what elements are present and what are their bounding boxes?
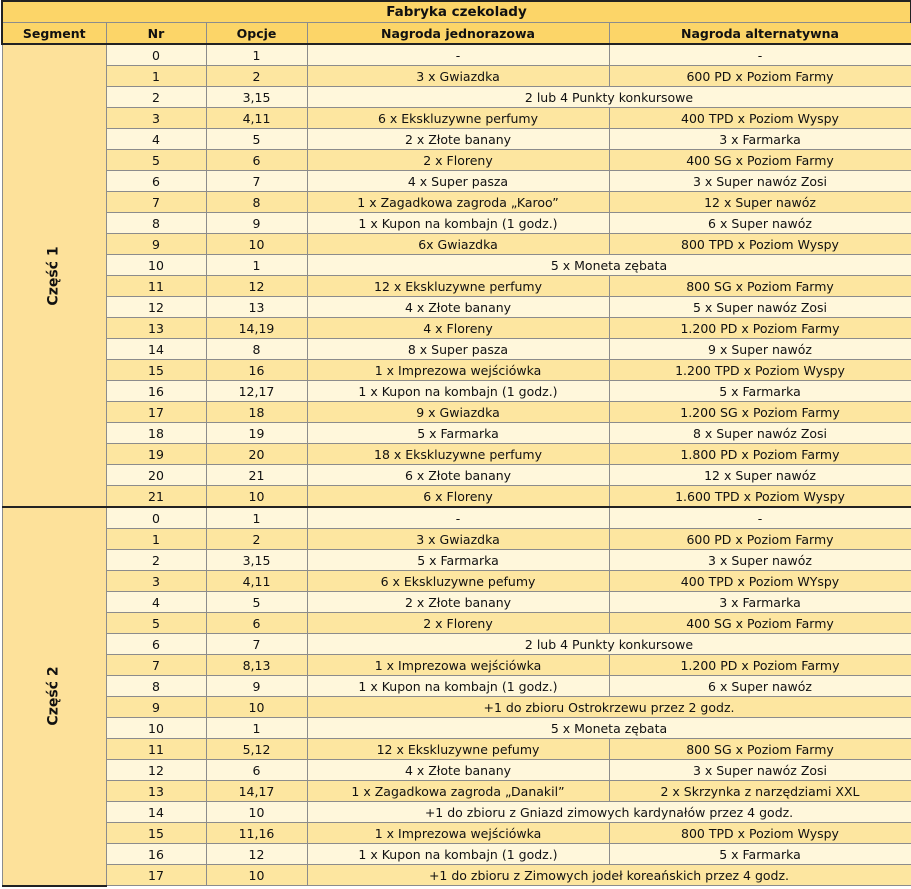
table-row [2, 613, 911, 634]
cell-nagroda-alternatywna: 6 x Super nawóz [609, 213, 911, 234]
segment-cell [2, 507, 106, 886]
cell-nagroda-jednorazowa: 4 x Złote banany [307, 297, 609, 318]
table-row [2, 823, 911, 844]
table-row [2, 297, 911, 318]
cell-nr: 2 [106, 550, 206, 571]
cell-opcje: 1 [206, 507, 307, 529]
cell-opcje: 3,15 [206, 87, 307, 108]
cell-opcje: 5 [206, 592, 307, 613]
cell-nr: 21 [106, 486, 206, 508]
cell-opcje: 6 [206, 760, 307, 781]
table-row [2, 844, 911, 865]
cell-nagroda-jednorazowa: 8 x Super pasza [307, 339, 609, 360]
cell-nr: 17 [106, 865, 206, 886]
cell-nr: 5 [106, 150, 206, 171]
cell-nagroda-alternatywna: 800 SG x Poziom Farmy [609, 739, 911, 760]
cell-nagroda-alternatywna: 800 TPD x Poziom Wyspy [609, 234, 911, 255]
table-row [2, 718, 911, 739]
cell-nagroda-jednorazowa: 12 x Ekskluzywne perfumy [307, 276, 609, 297]
table-row [2, 87, 911, 108]
table-row [2, 402, 911, 423]
cell-nr: 3 [106, 571, 206, 592]
cell-nr: 13 [106, 318, 206, 339]
cell-nagroda-jednorazowa: 1 x Imprezowa wejściówka [307, 360, 609, 381]
cell-opcje: 6 [206, 150, 307, 171]
cell-nagroda-alternatywna: - [609, 44, 911, 66]
cell-nagroda-alternatywna: 800 SG x Poziom Farmy [609, 276, 911, 297]
cell-nagroda-jednorazowa: 2 x Floreny [307, 613, 609, 634]
table-row [2, 360, 911, 381]
cell-opcje: 20 [206, 444, 307, 465]
cell-opcje: 10 [206, 697, 307, 718]
cell-nagroda-jednorazowa: 6 x Floreny [307, 486, 609, 508]
table-row [2, 255, 911, 276]
cell-opcje: 10 [206, 486, 307, 508]
cell-nagroda-alternatywna: 5 x Farmarka [609, 381, 911, 402]
table-row [2, 592, 911, 613]
cell-nagroda-alternatywna: 6 x Super nawóz [609, 676, 911, 697]
cell-nr: 17 [106, 402, 206, 423]
cell-nagroda-alternatywna: 3 x Super nawóz Zosi [609, 171, 911, 192]
cell-nagroda-jednorazowa: 1 x Imprezowa wejściówka [307, 655, 609, 676]
cell-nagroda-jednorazowa: 1 x Imprezowa wejściówka [307, 823, 609, 844]
cell-nr: 6 [106, 171, 206, 192]
cell-opcje: 5,12 [206, 739, 307, 760]
cell-nr: 7 [106, 192, 206, 213]
table-row [2, 676, 911, 697]
cell-nagroda-alternatywna: 400 TPD x Poziom WYspy [609, 571, 911, 592]
cell-nr: 12 [106, 760, 206, 781]
cell-opcje: 3,15 [206, 550, 307, 571]
cell-nr: 14 [106, 802, 206, 823]
cell-nr: 2 [106, 87, 206, 108]
cell-opcje: 14,17 [206, 781, 307, 802]
cell-nr: 12 [106, 297, 206, 318]
cell-opcje: 2 [206, 66, 307, 87]
cell-nagroda-jednorazowa: 4 x Złote banany [307, 760, 609, 781]
table-row [2, 655, 911, 676]
cell-opcje: 9 [206, 213, 307, 234]
cell-opcje: 8 [206, 339, 307, 360]
cell-nr: 15 [106, 823, 206, 844]
cell-merged-reward: 5 x Moneta zębata [307, 255, 911, 276]
cell-nr: 0 [106, 507, 206, 529]
table-title: Fabryka czekolady [2, 1, 911, 23]
cell-nr: 9 [106, 697, 206, 718]
header-nr: Nr [106, 23, 206, 45]
cell-nagroda-jednorazowa: 5 x Farmarka [307, 550, 609, 571]
rewards-table [1, 0, 911, 887]
table-row [2, 697, 911, 718]
cell-opcje: 10 [206, 865, 307, 886]
cell-nagroda-alternatywna: 1.200 PD x Poziom Farmy [609, 318, 911, 339]
cell-nagroda-jednorazowa: 6 x Złote banany [307, 465, 609, 486]
cell-opcje: 1 [206, 718, 307, 739]
cell-nr: 7 [106, 655, 206, 676]
table-row [2, 213, 911, 234]
cell-nagroda-alternatywna: 400 TPD x Poziom Wyspy [609, 108, 911, 129]
header-nagroda-alternatywna: Nagroda alternatywna [609, 23, 911, 45]
table-row [2, 802, 911, 823]
cell-opcje: 7 [206, 634, 307, 655]
cell-nagroda-jednorazowa: 1 x Kupon na kombajn (1 godz.) [307, 381, 609, 402]
cell-nagroda-jednorazowa: 9 x Gwiazdka [307, 402, 609, 423]
table-row [2, 381, 911, 402]
table-row [2, 739, 911, 760]
cell-nagroda-jednorazowa: 3 x Gwiazdka [307, 529, 609, 550]
cell-nagroda-jednorazowa: 2 x Złote banany [307, 129, 609, 150]
cell-merged-reward: 5 x Moneta zębata [307, 718, 911, 739]
cell-opcje: 12,17 [206, 381, 307, 402]
cell-merged-reward: +1 do zbioru z Zimowych jodeł koreańskich przez 4 godz. [307, 865, 911, 886]
cell-opcje: 13 [206, 297, 307, 318]
table-row [2, 108, 911, 129]
cell-nagroda-alternatywna: 400 SG x Poziom Farmy [609, 613, 911, 634]
cell-nr: 11 [106, 276, 206, 297]
cell-nagroda-jednorazowa: 2 x Złote banany [307, 592, 609, 613]
table-row [2, 318, 911, 339]
cell-nr: 15 [106, 360, 206, 381]
table-row [2, 571, 911, 592]
cell-nr: 16 [106, 381, 206, 402]
cell-nr: 19 [106, 444, 206, 465]
cell-nr: 10 [106, 718, 206, 739]
cell-nagroda-jednorazowa: 2 x Floreny [307, 150, 609, 171]
table-row [2, 129, 911, 150]
table-row [2, 66, 911, 87]
cell-nagroda-jednorazowa: 1 x Zagadkowa zagroda „Danakil” [307, 781, 609, 802]
cell-opcje: 9 [206, 676, 307, 697]
cell-nagroda-alternatywna: 400 SG x Poziom Farmy [609, 150, 911, 171]
cell-opcje: 21 [206, 465, 307, 486]
table-row [2, 529, 911, 550]
cell-opcje: 4,11 [206, 571, 307, 592]
cell-opcje: 5 [206, 129, 307, 150]
cell-opcje: 12 [206, 844, 307, 865]
cell-nr: 5 [106, 613, 206, 634]
cell-opcje: 6 [206, 613, 307, 634]
cell-nagroda-alternatywna: 1.200 TPD x Poziom Wyspy [609, 360, 911, 381]
cell-nr: 4 [106, 129, 206, 150]
cell-nagroda-jednorazowa: - [307, 44, 609, 66]
segment-label: Część 1 [45, 245, 62, 306]
cell-nr: 3 [106, 108, 206, 129]
header-segment: Segment [2, 23, 106, 45]
cell-nagroda-alternatywna: 12 x Super nawóz [609, 465, 911, 486]
cell-nr: 14 [106, 339, 206, 360]
table-row [2, 781, 911, 802]
cell-nagroda-jednorazowa: 4 x Floreny [307, 318, 609, 339]
cell-opcje: 8,13 [206, 655, 307, 676]
table-body [2, 44, 911, 886]
table-row [2, 550, 911, 571]
cell-nagroda-alternatywna: 5 x Farmarka [609, 844, 911, 865]
cell-opcje: 10 [206, 234, 307, 255]
cell-nagroda-alternatywna: 12 x Super nawóz [609, 192, 911, 213]
cell-nr: 20 [106, 465, 206, 486]
cell-nagroda-alternatywna: 800 TPD x Poziom Wyspy [609, 823, 911, 844]
cell-merged-reward: 2 lub 4 Punkty konkursowe [307, 634, 911, 655]
cell-nagroda-jednorazowa: 1 x Kupon na kombajn (1 godz.) [307, 213, 609, 234]
table-row [2, 486, 911, 508]
cell-opcje: 1 [206, 44, 307, 66]
cell-nagroda-alternatywna: 2 x Skrzynka z narzędziami XXL [609, 781, 911, 802]
table-row [2, 865, 911, 886]
cell-nr: 6 [106, 634, 206, 655]
segment-label: Część 2 [45, 666, 62, 726]
cell-nagroda-alternatywna: 5 x Super nawóz Zosi [609, 297, 911, 318]
cell-nagroda-alternatywna: 3 x Super nawóz [609, 550, 911, 571]
table-row [2, 192, 911, 213]
table-row [2, 465, 911, 486]
cell-opcje: 19 [206, 423, 307, 444]
header-nagroda-jednorazowa: Nagroda jednorazowa [307, 23, 609, 45]
cell-nagroda-jednorazowa: 6 x Ekskluzywne perfumy [307, 108, 609, 129]
table-row [2, 234, 911, 255]
cell-nr: 13 [106, 781, 206, 802]
table-row [2, 44, 911, 66]
cell-nr: 1 [106, 529, 206, 550]
cell-nagroda-alternatywna: 1.200 PD x Poziom Farmy [609, 655, 911, 676]
table-row [2, 276, 911, 297]
cell-nagroda-jednorazowa: 6x Gwiazdka [307, 234, 609, 255]
cell-opcje: 18 [206, 402, 307, 423]
table-row [2, 760, 911, 781]
cell-opcje: 8 [206, 192, 307, 213]
table-row [2, 339, 911, 360]
cell-opcje: 4,11 [206, 108, 307, 129]
cell-nr: 0 [106, 44, 206, 66]
cell-nagroda-jednorazowa: - [307, 507, 609, 529]
cell-nr: 16 [106, 844, 206, 865]
cell-opcje: 7 [206, 171, 307, 192]
cell-nagroda-jednorazowa: 3 x Gwiazdka [307, 66, 609, 87]
cell-nagroda-jednorazowa: 12 x Ekskluzywne pefumy [307, 739, 609, 760]
cell-nagroda-jednorazowa: 4 x Super pasza [307, 171, 609, 192]
cell-nagroda-alternatywna: 600 PD x Poziom Farmy [609, 529, 911, 550]
cell-nr: 18 [106, 423, 206, 444]
table-row [2, 507, 911, 529]
cell-opcje: 16 [206, 360, 307, 381]
cell-nr: 9 [106, 234, 206, 255]
header-opcje: Opcje [206, 23, 307, 45]
cell-nagroda-jednorazowa: 1 x Zagadkowa zagroda „Karoo” [307, 192, 609, 213]
table-row [2, 150, 911, 171]
cell-nagroda-alternatywna: 600 PD x Poziom Farmy [609, 66, 911, 87]
cell-nr: 8 [106, 213, 206, 234]
cell-nr: 4 [106, 592, 206, 613]
cell-nr: 1 [106, 66, 206, 87]
cell-nagroda-jednorazowa: 1 x Kupon na kombajn (1 godz.) [307, 844, 609, 865]
cell-opcje: 1 [206, 255, 307, 276]
cell-opcje: 2 [206, 529, 307, 550]
cell-nagroda-alternatywna: 1.600 TPD x Poziom Wyspy [609, 486, 911, 508]
table-row [2, 423, 911, 444]
table-row [2, 634, 911, 655]
cell-nagroda-jednorazowa: 1 x Kupon na kombajn (1 godz.) [307, 676, 609, 697]
cell-nagroda-jednorazowa: 6 x Ekskluzywne pefumy [307, 571, 609, 592]
table-row [2, 171, 911, 192]
cell-nagroda-alternatywna: 1.200 SG x Poziom Farmy [609, 402, 911, 423]
cell-merged-reward: +1 do zbioru z Gniazd zimowych kardynałów przez 4 godz. [307, 802, 911, 823]
cell-nagroda-jednorazowa: 18 x Ekskluzywne perfumy [307, 444, 609, 465]
cell-nagroda-jednorazowa: 5 x Farmarka [307, 423, 609, 444]
table-row [2, 444, 911, 465]
cell-nr: 11 [106, 739, 206, 760]
cell-nagroda-alternatywna: 1.800 PD x Poziom Farmy [609, 444, 911, 465]
cell-opcje: 14,19 [206, 318, 307, 339]
cell-opcje: 10 [206, 802, 307, 823]
cell-opcje: 12 [206, 276, 307, 297]
cell-nagroda-alternatywna: 3 x Super nawóz Zosi [609, 760, 911, 781]
segment-cell [2, 44, 106, 507]
cell-nr: 10 [106, 255, 206, 276]
cell-nagroda-alternatywna: 8 x Super nawóz Zosi [609, 423, 911, 444]
cell-opcje: 11,16 [206, 823, 307, 844]
cell-nagroda-alternatywna: 3 x Farmarka [609, 592, 911, 613]
cell-merged-reward: +1 do zbioru Ostrokrzewu przez 2 godz. [307, 697, 911, 718]
cell-nagroda-alternatywna: 3 x Farmarka [609, 129, 911, 150]
cell-merged-reward: 2 lub 4 Punkty konkursowe [307, 87, 911, 108]
cell-nagroda-alternatywna: - [609, 507, 911, 529]
cell-nr: 8 [106, 676, 206, 697]
cell-nagroda-alternatywna: 9 x Super nawóz [609, 339, 911, 360]
